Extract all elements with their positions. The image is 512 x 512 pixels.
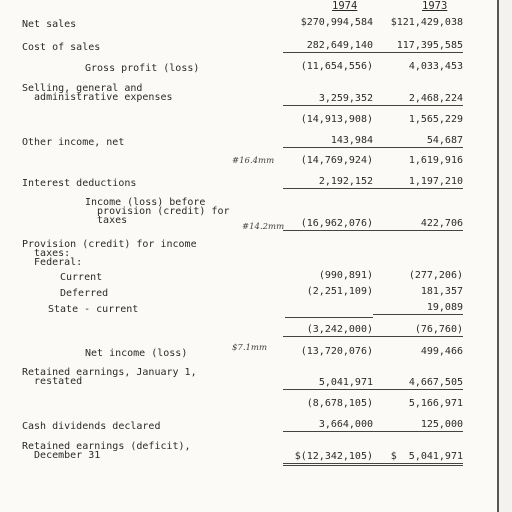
value-1974: 3,259,352 (283, 93, 373, 106)
value-1973: 117,395,585 (373, 40, 463, 53)
value-1974: (2,251,109) (306, 286, 373, 297)
row-label: Cash dividends declared (22, 421, 161, 432)
row-label: Net income (loss) (85, 348, 188, 359)
row-label: Income (loss) before provision (credit) for taxes (85, 197, 230, 226)
value-1973: 2,468,224 (373, 93, 463, 106)
statement-row (0, 239, 497, 268)
statement-row (0, 302, 497, 316)
value-1974: 3,664,000 (283, 419, 373, 432)
row-label: Selling, general and administrative expenses (22, 83, 173, 103)
value-1974: (16,962,076) (283, 218, 373, 231)
row-label: Other income, net (22, 137, 125, 148)
statement-row (0, 40, 497, 54)
row-label: Provision (credit) for income taxes: Federal: (22, 239, 197, 268)
value-1973: 54,687 (373, 135, 463, 148)
value-1974: (13,720,076) (300, 346, 373, 357)
row-label: Gross profit (loss) (85, 63, 200, 74)
statement-row (0, 270, 497, 284)
value-1973: 181,357 (420, 286, 463, 297)
value-1973: 5,166,971 (408, 398, 463, 409)
value-1973: 1,197,210 (373, 176, 463, 189)
value-1974: (14,769,924) (300, 155, 373, 166)
statement-row (0, 419, 497, 433)
value-1974: (3,242,000) (283, 324, 373, 337)
value-1973: 1,565,229 (408, 114, 463, 125)
row-label: Deferred (60, 288, 109, 299)
row-label: State - current (48, 304, 139, 315)
row-label: Interest deductions (22, 178, 137, 189)
column-header-1974: 1974 (332, 0, 358, 12)
row-label: Cost of sales (22, 42, 101, 53)
statement-row (0, 135, 497, 149)
statement-row (0, 114, 497, 128)
value-1974: 143,984 (283, 135, 373, 148)
value-1973: 125,000 (373, 419, 463, 432)
value-1973: (76,760) (373, 324, 463, 337)
value-1974: $(12,342,105) (283, 451, 373, 466)
statement-row (0, 176, 497, 190)
value-1973: 4,033,453 (408, 61, 463, 72)
handwritten-note: #14.2mm (242, 222, 285, 232)
handwritten-note: #16.4mm (232, 156, 275, 166)
value-1974: 5,041,971 (283, 377, 373, 390)
value-1973: 19,089 (373, 302, 463, 315)
value-1974: (11,654,556) (300, 61, 373, 72)
value-1973: $ 5,041,971 (373, 451, 463, 466)
value-1973: 4,667,505 (373, 377, 463, 390)
statement-row (0, 17, 497, 31)
value-1973: 1,619,916 (408, 155, 463, 166)
statement-row (0, 398, 497, 412)
value-1974: $270,994,584 (300, 17, 373, 28)
value-1973: 422,706 (373, 218, 463, 231)
value-1974: 282,649,140 (283, 40, 373, 53)
row-label: Net sales (22, 19, 77, 30)
underline-rule (285, 317, 373, 318)
column-header-1973: 1973 (422, 0, 448, 12)
row-label: Retained earnings, January 1, restated (22, 367, 197, 387)
value-1973: (277,206) (408, 270, 463, 281)
statement-row (0, 286, 497, 300)
value-1973: 499,466 (420, 346, 463, 357)
value-1973: $121,429,038 (390, 17, 463, 28)
statement-row (0, 367, 497, 391)
statement-row (0, 83, 497, 107)
value-1974: 2,192,152 (283, 176, 373, 189)
row-label: Current (60, 272, 103, 283)
statement-row (0, 324, 497, 338)
value-1974: (8,678,105) (306, 398, 373, 409)
page-edge (497, 0, 512, 512)
statement-row (0, 441, 497, 465)
handwritten-note: $7.1mm (232, 343, 268, 353)
value-1974: (14,913,908) (300, 114, 373, 125)
row-label: Retained earnings (deficit), December 31 (22, 441, 191, 461)
statement-row (0, 61, 497, 75)
value-1974: (990,891) (318, 270, 373, 281)
